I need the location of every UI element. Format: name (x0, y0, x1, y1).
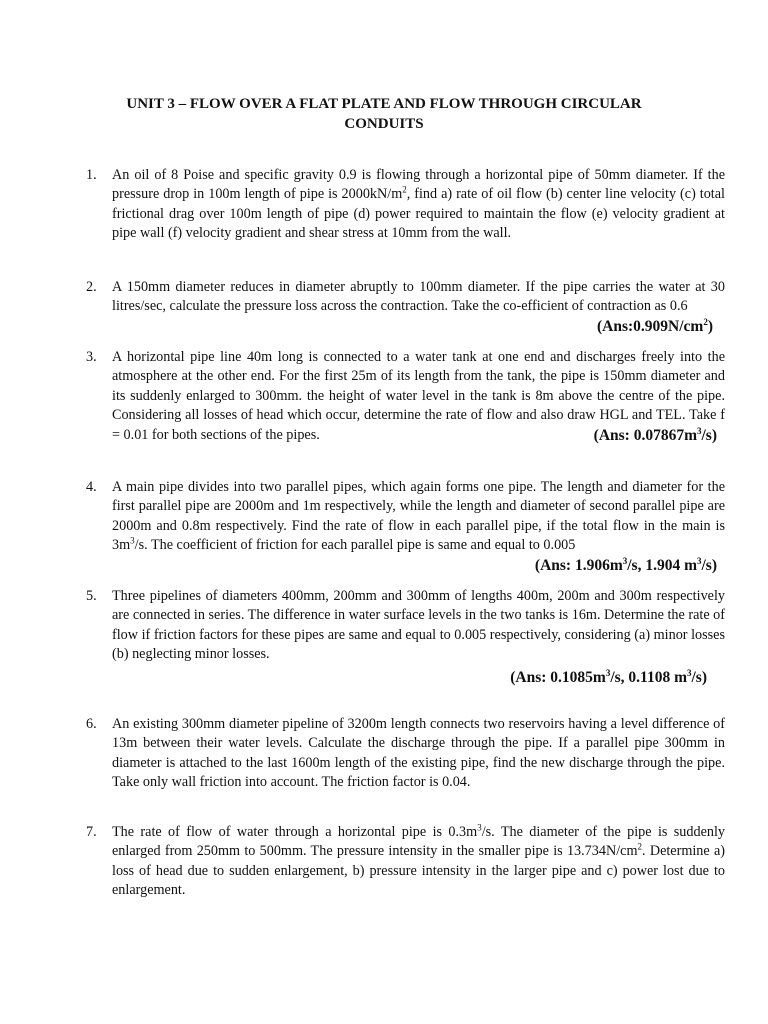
question-3 (86, 348, 725, 445)
question-6 (86, 715, 725, 793)
question-text: An existing 300mm diameter pipeline of 3200m length connects two reservoirs having a level difference of 13m between their water levels. Calculate the discharge through the pipe. If a parallel pipe 300mm in diameter is attached to the last 1600m length of the existing pipe, find the new discharge through the pipe. Take only wall friction into account. The friction factor is 0.04. (112, 716, 725, 791)
question-2 (86, 278, 725, 336)
question-number: 2. (86, 279, 97, 295)
answer-text: $(Ans:0.909N/cm^2)$ (596, 316, 713, 335)
answer-text: (Ans: $0.1085m^3/s$, 0.1108 $m^3/s$) (510, 667, 707, 686)
question-number: 4. (86, 479, 97, 495)
question-number: 7. (86, 824, 97, 840)
page-title (60, 94, 708, 134)
question-number: 1. (86, 167, 97, 183)
question-4 (86, 478, 725, 575)
question-text-body: A horizontal pipe line 40m long is connected to a water tank at one end and discharges freely into the atmosphere at the other end. For the first 25m of its length from the tank, the pipe is 150mm diameter and its suddenly enlarged to 300mm. the height of water level in the tank is 8m above the centre of the pipe. Considering all losses of head which occur, determine the rate of flow and also draw HGL and TEL. Take f = 0.01 for both sections of the pipes. (112, 349, 725, 443)
question-number: 3. (86, 349, 97, 365)
question-text (112, 278, 725, 335)
title-line-1: UNIT 3 – FLOW OVER A FLAT PLATE AND FLOW THROUGH CIRCULAR (126, 96, 642, 112)
answer-text: (Ans: $0.07867m^3/s$) (593, 425, 717, 444)
question-text: An oil of 8 Poise and specific gravity 0.9 is flowing through a horizontal pipe of 50mm diameter. If the pressure drop in 100m length of pipe is $2000kN/m^2$, find a) rate of oil flow (b) center line velocity (c) total frictional drag over 100m length of pipe (d) power required to maintain the flow (e) velocity gradient at pipe wall (f) velocity gradient and shear stress at 10mm from the wall. (112, 167, 725, 242)
question-text-body: A main pipe divides into two parallel pipes, which again forms one pipe. The length and diameter for the first parallel pipe are 2000m and 1m respectively, while the length and diameter of second parallel pipe are 2000m and 0.8m respectively. Find the rate of flow in each parallel pipe, if the total flow in the main is $3m^3/s$. The coefficient of friction for each parallel pipe is same and equal to 0.005 (112, 479, 725, 554)
question-text (112, 478, 725, 574)
question-text (112, 348, 725, 445)
title-line-2: CONDUITS (344, 116, 424, 132)
question-1 (86, 166, 725, 244)
question-7 (86, 822, 726, 901)
question-text: Three pipelines of diameters 400mm, 200mm and 300mm of lengths 400m, 200m and 300m respectively are connected in series. The difference in water surface levels in the two tanks is 16m. Determine the rate of flow if friction factors for these pipes are same and equal to 0.005 respectively, considering (a) minor losses (b) neglecting minor losses. (112, 588, 725, 663)
question-number: 6. (86, 716, 97, 732)
question-text-body: A 150mm diameter reduces in diameter abruptly to 100mm diameter. If the pipe carries the water at 30 litres/sec, calculate the pressure loss across the contraction. Take the co-efficient of contraction as 0.6 (112, 279, 725, 315)
question-5 (86, 587, 725, 687)
question-number: 5. (86, 588, 97, 604)
answer-text: (Ans: $1.906m^3/s$, 1.904 $m^3/s$) (534, 555, 717, 574)
question-text: The rate of flow of water through a horizontal pipe is $0.3m^3/s$. The diameter of the pipe is suddenly enlarged from 250mm to 500mm. The pressure intensity in the smaller pipe is $13.734N/cm^2$. Determine a) loss of head due to sudden enlargement, b) pressure intensity in the larger pipe and c) power lost due to enlargement. (112, 822, 726, 899)
